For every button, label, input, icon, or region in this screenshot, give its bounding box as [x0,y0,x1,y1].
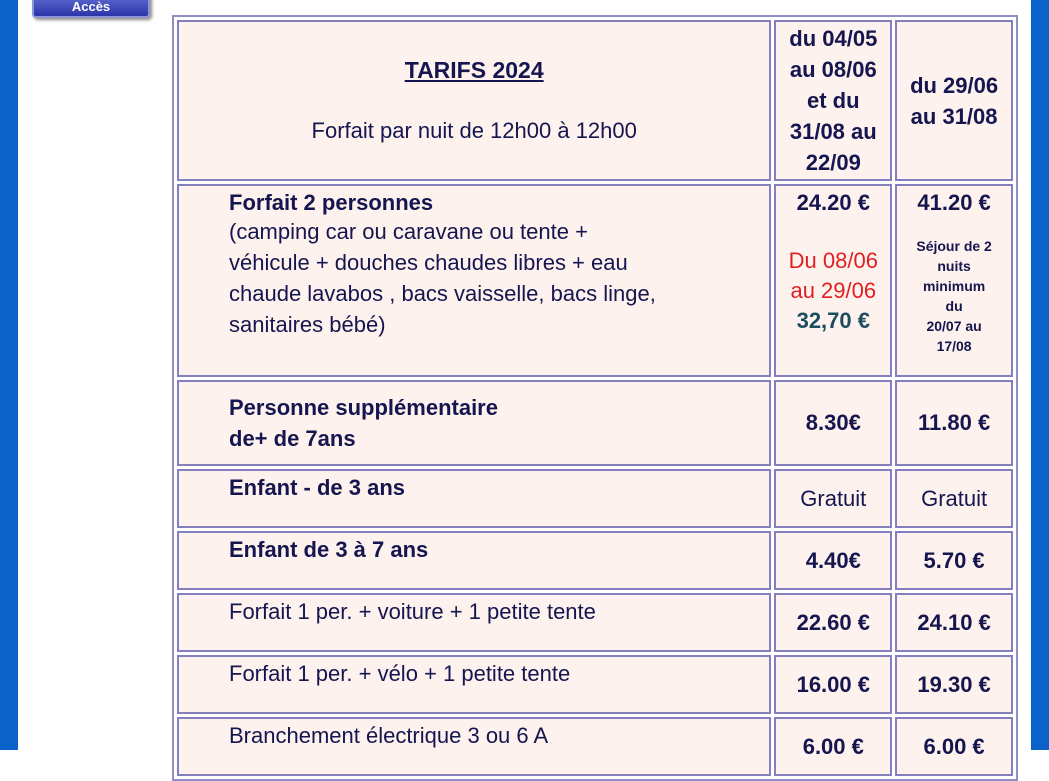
period2-header [895,20,1013,181]
minimum-stay-note: 20/07 au [926,318,982,334]
row-label-cell [177,380,771,466]
price-period1: 4.40€ [774,531,892,590]
period2-line: du 29/06 [910,72,999,98]
minimum-stay-note: 17/08 [936,338,972,354]
price-period2: 11.80 € [895,380,1013,466]
row-label: Branchement électrique 3 ou 6 A [177,717,771,776]
price-period2-cell [895,184,1013,377]
table-subtitle: Forfait par nuit de 12h00 à 12h00 [311,118,637,143]
row-detail-line: véhicule + douches chaudes libres + eau [229,250,628,275]
row-label: de+ de 7ans [229,426,356,451]
row-label-cell [177,184,771,377]
period2-line: au 31/08 [910,103,998,129]
table-title: TARIFS 2024 [404,57,544,83]
row-label: Enfant - de 3 ans [177,469,771,528]
price-period1: 16.00 € [774,655,892,714]
table-row [177,184,1013,377]
price-period1: 6.00 € [774,717,892,776]
period1-line: 31/08 au [789,119,877,144]
acces-button[interactable]: Accès [32,0,150,18]
row-detail-line: chaude lavabos , bacs vaisselle, bacs linge, [229,281,656,306]
price-period1: Gratuit [774,469,892,528]
price-period2: 6.00 € [895,717,1013,776]
row-detail-line: (camping car ou caravane ou tente + [229,219,588,244]
row-label: Enfant de 3 à 7 ans [177,531,771,590]
price-period2: 41.20 € [917,190,991,215]
period1-line: au 08/06 [789,57,877,82]
period1-header [774,20,892,181]
table-row [177,531,1013,590]
special-price: 32,70 € [796,308,870,333]
special-period-note: Du 08/06 [788,248,878,273]
table-row [177,593,1013,652]
row-label: Forfait 1 per. + vélo + 1 petite tente [177,655,771,714]
table-row [177,655,1013,714]
row-detail-line: sanitaires bébé) [229,312,386,337]
period1-line: 22/09 [805,150,861,175]
minimum-stay-note: nuits [937,258,971,274]
row-label: Personne supplémentaire [229,395,498,420]
minimum-stay-note: Séjour de 2 [916,238,992,254]
table-row [177,380,1013,466]
special-period-note: au 29/06 [790,278,877,303]
period1-line: du 04/05 [789,26,878,51]
table-title-cell [177,20,771,181]
price-period2: Gratuit [895,469,1013,528]
row-label: Forfait 1 per. + voiture + 1 petite tente [177,593,771,652]
minimum-stay-note: du [945,298,963,314]
row-label: Forfait 2 personnes [229,190,434,215]
minimum-stay-note: minimum [922,278,986,294]
table-row [177,717,1013,776]
price-period2: 24.10 € [895,593,1013,652]
tariffs-table [172,15,1018,781]
price-period2: 5.70 € [895,531,1013,590]
price-period1: 8.30€ [774,380,892,466]
period1-line: et du [807,88,860,113]
right-border-bar [1031,0,1049,750]
table-header-row [177,20,1013,181]
table-row [177,469,1013,528]
left-border-bar [0,0,18,750]
price-period1: 22.60 € [774,593,892,652]
price-period2: 19.30 € [895,655,1013,714]
price-period1-cell [774,184,892,377]
price-period1: 24.20 € [796,190,870,215]
